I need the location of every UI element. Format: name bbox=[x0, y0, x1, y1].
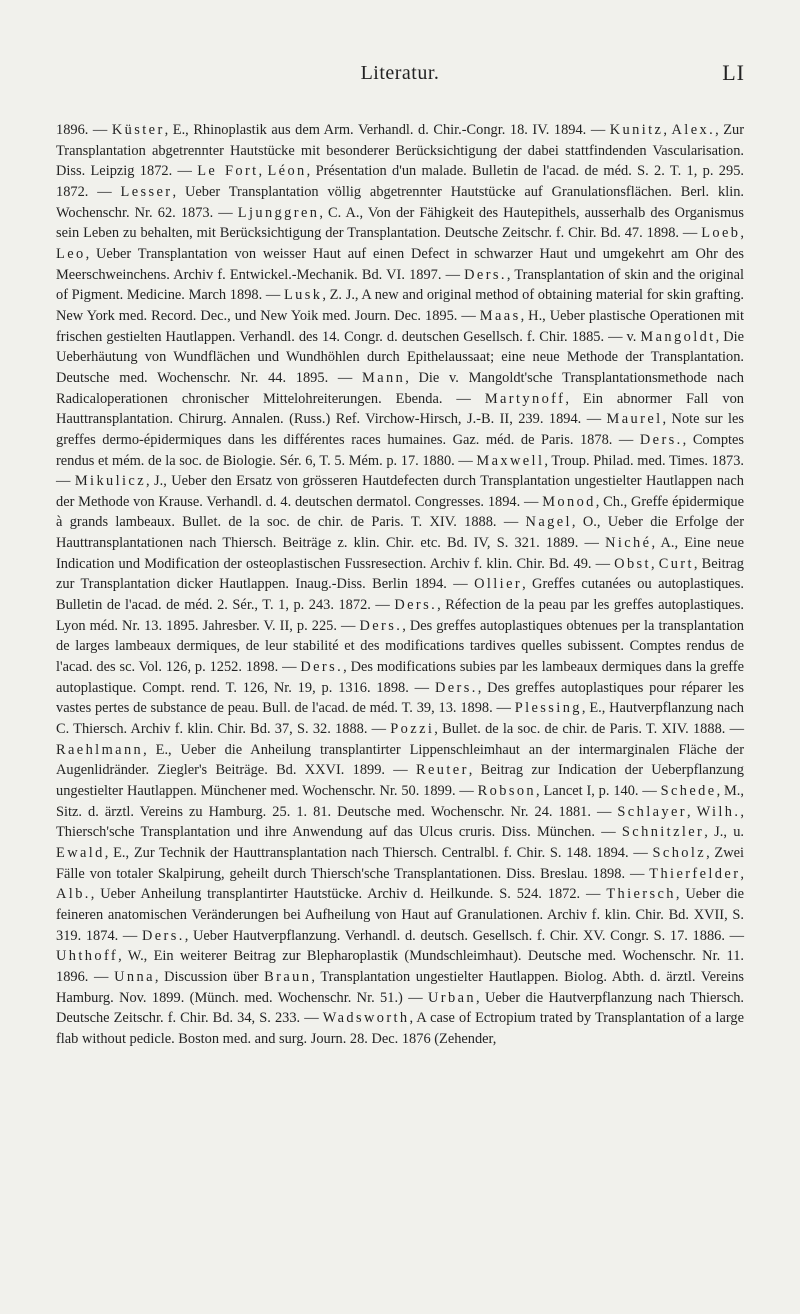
citation-text: , Greffes cutanées ou autoplastiques. Bulletin de l'acad. de méd. 2. Sér., T. 1, p. 243. 1872. — bbox=[56, 576, 745, 614]
author-name: Mikulicz bbox=[74, 473, 146, 490]
citation-text: , M., Sitz. d. ärztl. Vereins zu Hamburg. 25. 1. 81. Deutsche med. Wochenschr. Nr. 24. 1881. — bbox=[56, 783, 744, 820]
author-name: Pozzi bbox=[390, 721, 435, 738]
page-number: LI bbox=[722, 60, 745, 85]
citation-text: , Des modifications subies par les lambeaux dermiques dans la greffe autoplastique. Compt. rend. T. 126, Nr. 19, p. 1316. 1898. — bbox=[56, 659, 744, 696]
citation-text: , A case of Ectropium trated by Transplantation of a large flab without pedicle. Boston med. and surg. Journ. 28. Dec. 1876 (Zehender, bbox=[56, 1010, 744, 1047]
citation-text: , C. A., Von der Fähigkeit des Hautepithels, ausserhalb des Organismus sein Leben zu behalten, mit Berücksichtigung der Transplantation. Deutsche Zeitschr. f. Chir. Bd. 47. 1898. — bbox=[56, 204, 744, 242]
citation-text: , Réfection de la peau par les greffes autoplastiques. Lyon méd. Nr. 13. 1895. Jahresber. V. II, p. 225. — bbox=[56, 597, 744, 634]
author-name: Urban bbox=[428, 989, 476, 1006]
citation-text: , J., Ueber den Ersatz von grösseren Hautdefecten durch Transplantation ungestielter Hautlappen nach der Methode von Krause. Verhandl. d. 4. deutschen dermatol. Congresses. 1894. — bbox=[56, 473, 744, 510]
author-name: Kunitz bbox=[609, 122, 664, 138]
author-name: Alb. bbox=[56, 886, 91, 903]
author-name: Léon bbox=[267, 163, 307, 180]
citation-text: , Transplantation ungestielter Hautlappen. Biolog. Abth. d. ärztl. Vereins Hamburg. Nov. 1899. (Münch. med. Wochenschr. Nr. 51.) — bbox=[56, 968, 745, 1006]
citation-text: , Présentation d'un malade. Bulletin de l'acad. de méd. S. 2. T. 1, p. 295. 1872. — bbox=[56, 163, 744, 200]
citation-text: , Troup. Philad. med. Times. 1873. — bbox=[56, 452, 745, 490]
author-name: Monod bbox=[542, 493, 596, 510]
citation-text: , Comptes rendus et mém. de la soc. de Biologie. Sér. 6, T. 5. Mém. p. 17. 1880. — bbox=[56, 431, 744, 469]
citation-text: , W., Ein weiterer Beitrag zur Blepharoplastik (Mundschleimhaut). Deutsche med. Wochenschr. Nr. 11. 1896. — bbox=[56, 948, 744, 985]
author-name: Unna bbox=[114, 968, 155, 985]
citation-text: , Die v. Mangoldt'sche Transplantationsmethode nach Radicaloperationen chronischer Mittelohreiterungen. Ebenda. — bbox=[56, 369, 744, 407]
bibliography-text bbox=[56, 120, 744, 1050]
citation-text: , Ueber Transplantation völlig abgetrennter Hautstücke auf Granulationsflächen. Berl. klin. Wochenschr. Nr. 62. 1873. — bbox=[56, 183, 745, 221]
citation-text: , Z. J., A new and original method of obtaining material for skin grafting. New York med. Record. Dec., und New Yoik med. Journ. Dec. 1895. — bbox=[56, 287, 744, 324]
author-name: Le Fort bbox=[197, 163, 259, 180]
citation-text: , Ueber Anheilung transplantirter Hautstücke. Archiv d. Heilkunde. S. 524. 1872. — bbox=[90, 886, 607, 903]
author-name: Wadsworth bbox=[322, 1010, 410, 1027]
citation-text: , bbox=[740, 225, 744, 242]
author-name: Reuter bbox=[416, 762, 469, 779]
author-name: Lusk bbox=[283, 287, 323, 304]
citation-text: , Beitrag zur Transplantation dicker Hautlappen. Inaug.-Diss. Berlin 1894. — bbox=[56, 555, 744, 593]
author-name: Maxwell bbox=[476, 452, 545, 469]
author-name: Scholz bbox=[652, 844, 707, 861]
author-name: Schlayer bbox=[617, 803, 687, 820]
citation-text: , bbox=[740, 865, 744, 882]
citation-text: , Zwei Fälle von totaler Skalpirung, geheilt durch Thiersch'sche Transplantationen. Diss. Breslau. 1898. — bbox=[56, 844, 744, 882]
citation-text: , E., Ueber die Anheilung transplantirter Lippenschleimhaut an der intermarginalen Fläche der Augenlidränder. Ziegler's Beiträge. Bd. XXVI. 1899. — bbox=[56, 741, 744, 779]
author-name: Ders. bbox=[359, 617, 403, 634]
citation-text: , Des greffes autoplastiques pour réparer les vastes pertes de substance de peau. Bull. de l'acad. de méd. T. 39, 13. 1898. — bbox=[56, 679, 744, 717]
author-name: Lesser bbox=[120, 183, 173, 200]
author-name: Schede bbox=[660, 783, 717, 799]
citation-text: 1896. — bbox=[56, 122, 112, 138]
bibliography-paragraph bbox=[56, 120, 744, 1050]
citation-text: , Note sur les greffes dermo-épidermiques dans les différentes races humaines. Gaz. méd. de Paris. 1878. — bbox=[56, 411, 745, 448]
citation-text: , Ch., Greffe épidermique à grands lambeaux. Bullet. de la soc. de chir. de Paris. T. XIV. 1888. — bbox=[56, 493, 744, 531]
author-name: Ders. bbox=[394, 597, 438, 614]
citation-text: , Des greffes autoplastiques obtenues per la transplantation de larges lambeaux dermiques, de leur stabilité et des modifications tardives quelles subissent. Comptes rendus de l'acad. des sc. Vol. 126, p. 1252. 1898. — bbox=[56, 617, 744, 676]
author-name: Leo bbox=[56, 245, 86, 262]
author-name: Wilh. bbox=[696, 803, 741, 820]
author-name: Ders. bbox=[141, 927, 185, 944]
citation-text: , O., Ueber die Erfolge der Hauttransplantationen nach Thiersch. Beiträge z. klin. Chir. etc. Bd. IV, S. 321. 1889. — bbox=[56, 514, 744, 552]
author-name: Mann bbox=[362, 369, 406, 386]
author-name: Alex. bbox=[671, 122, 716, 138]
citation-text: , E., Hautverpflanzung nach C. Thiersch. Archiv f. klin. Chir. Bd. 37, S. 32. 1888. — bbox=[56, 700, 744, 738]
citation-text: , A., Eine neue Indication und Modification der osteoplastischen Fussresection. Archiv f. klin. Chir. Bd. 49. — bbox=[56, 535, 744, 572]
citation-text: , Ueber die Hautverpflanzung nach Thiersch. Deutsche Zeitschr. f. Chir. Bd. 34, S. 233. — bbox=[56, 989, 744, 1027]
author-name: Maurel bbox=[606, 411, 663, 428]
author-name: Niché bbox=[605, 535, 652, 552]
citation-text: , H., Ueber plastische Operationen mit frischen gestielten Hautlappen. Verhandl. des 14. Congr. d. deutschen Gesellsch. f. Chir. 1885. — v. bbox=[56, 307, 745, 345]
author-name: Thiersch bbox=[606, 886, 676, 903]
citation-text: , E., Rhinoplastik aus dem Arm. Verhandl. d. Chir.-Congr. 18. IV. 1894. — bbox=[164, 122, 610, 138]
author-name: Ders. bbox=[300, 659, 344, 676]
author-name: Ewald bbox=[56, 844, 105, 861]
citation-text: , Ein abnormer Fall von Hauttransplantation. Chirurg. Annalen. (Russ.) Ref. Virchow-Hirsch, J.-B. II, 239. 1894. — bbox=[56, 390, 744, 428]
citation-text: , Beitrag zur Indication der Ueberpflanzung ungestielter Hautlappen. Münchener med. Wochenschr. Nr. 50. 1899. — bbox=[56, 762, 744, 799]
author-name: Ders. bbox=[434, 679, 478, 696]
author-name: Ders. bbox=[464, 266, 507, 283]
author-name: Robson bbox=[477, 783, 537, 799]
citation-text: , bbox=[686, 803, 697, 820]
author-name: Mangoldt bbox=[640, 328, 716, 345]
citation-text: , Ueber Transplantation von weisser Haut auf einen Defect in schwarzer Haut und umgekehrt am Ohr des Meerschweinchens. Archiv f. Entwickel.-Mechanik. Bd. VI. 1897. — bbox=[56, 245, 744, 283]
author-name: Schnitzler bbox=[621, 824, 705, 841]
citation-text: , E., Zur Technik der Hauttransplantation nach Thiersch. Centralbl. f. Chir. S. 148. 1894. — bbox=[104, 844, 653, 861]
author-name: Ljunggren bbox=[237, 204, 320, 221]
citation-text: , Bullet. de la soc. de chir. de Paris. T. XIV. 1888. — bbox=[434, 721, 744, 738]
author-name: Uhthoff bbox=[56, 948, 119, 965]
citation-text: , Lancet I, p. 140. — bbox=[536, 783, 661, 799]
citation-text: , Discussion über bbox=[154, 968, 265, 985]
author-name: Küster bbox=[111, 122, 165, 138]
running-head bbox=[0, 58, 800, 88]
citation-text: , Thiersch'sche Transplantation und ihre Anwendung auf das Ulcus cruris. Diss. München. — bbox=[56, 803, 744, 841]
author-name: Martynoff bbox=[484, 390, 566, 407]
citation-text: , bbox=[663, 122, 672, 138]
author-name: Curt bbox=[658, 555, 694, 572]
author-name: Thierfelder bbox=[649, 865, 741, 882]
citation-text: , Die Ueberhäutung von Wundflächen und Wundhöhlen durch Epithelaussaat; eine neue Methode der Transplantation. Deutsche med. Wochenschr. Nr. 44. 1895. — bbox=[56, 328, 745, 386]
author-name: Braun bbox=[264, 968, 312, 985]
author-name: Obst bbox=[614, 555, 651, 572]
citation-text: , bbox=[650, 555, 659, 572]
citation-text: , Ueber Hautverpflanzung. Verhandl. d. deutsch. Gesellsch. f. Chir. XV. Congr. S. 17. 1886. — bbox=[184, 927, 744, 944]
author-name: Plessing bbox=[514, 700, 582, 717]
citation-text: , Zur Transplantation abgetrennter Hautstücke mit besonderer Berücksichtigung der dabei stattfindenden Vascularisation. Diss. Leipzig 1872. — bbox=[56, 122, 745, 180]
citation-text: , Ueber die feineren anatomischen Veränderungen bei Aufheilung von Haut auf Granulationen. Archiv f. klin. Chir. Bd. XVII, S. 319. 1874. — bbox=[56, 886, 744, 944]
author-name: Ders. bbox=[639, 431, 683, 448]
page-title: Literatur. bbox=[360, 62, 440, 84]
author-name: Maas bbox=[479, 307, 521, 324]
citation-text: , bbox=[258, 163, 268, 180]
author-name: Nagel bbox=[525, 514, 572, 531]
author-name: Loeb bbox=[701, 225, 741, 242]
author-name: Ollier bbox=[474, 576, 523, 593]
author-name: Raehlmann bbox=[56, 741, 144, 758]
citation-text: , J., u. bbox=[704, 824, 744, 841]
citation-text: , Transplantation of skin and the original of Pigment. Medicine. March 1898. — bbox=[56, 266, 744, 304]
